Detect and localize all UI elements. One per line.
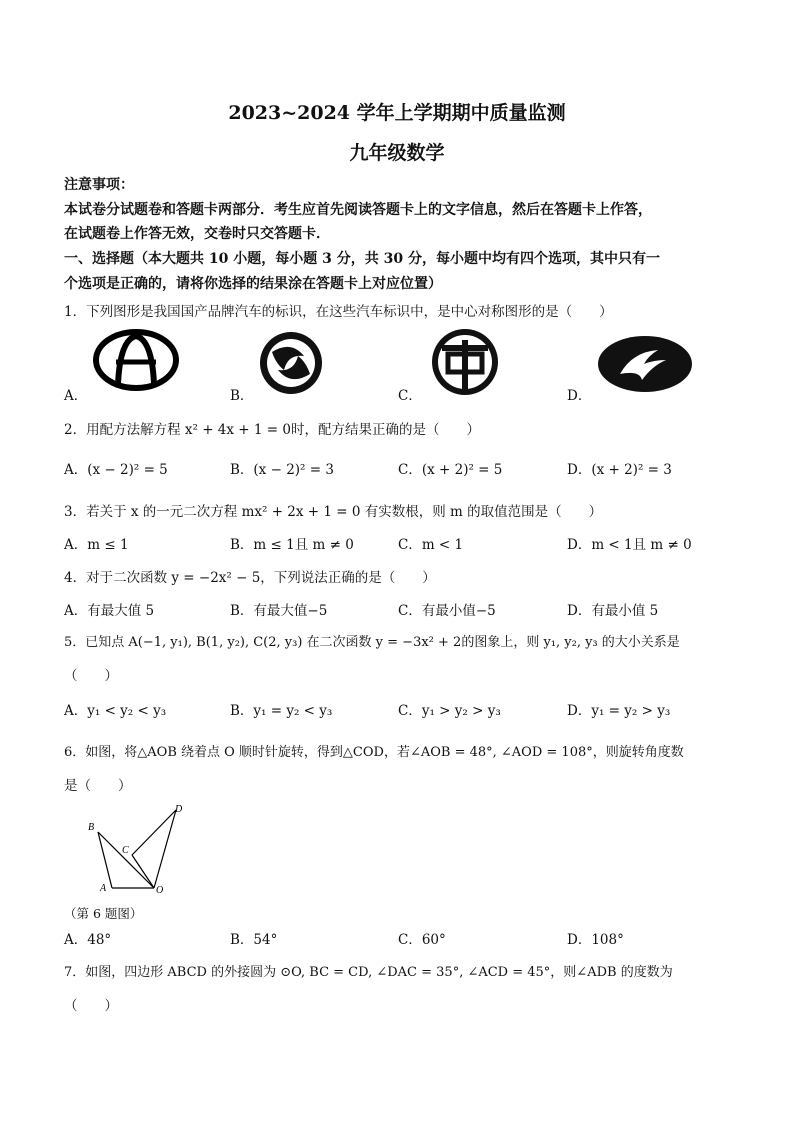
- question-1-stem: 1．下列图形是我国国产品牌汽车的标识，在这些汽车标识中，是中心对称图形的是（ ）: [64, 304, 613, 320]
- q1-option-d: D．: [567, 388, 592, 404]
- logo-b-icon: [258, 330, 324, 396]
- q3-option-b: B．m ≤ 1且 m ≠ 0: [230, 537, 354, 553]
- fig-label-b: B: [88, 822, 95, 833]
- page-subtitle: 九年级数学: [349, 142, 445, 164]
- logo-a-icon: [92, 326, 180, 392]
- q5-option-b: B．y₁ = y₂ < y₃: [230, 703, 333, 719]
- q2-option-c: C．(x + 2)² = 5: [398, 462, 503, 478]
- q2-option-d: D．(x + 2)² = 3: [567, 462, 672, 478]
- question-4-stem: 4．对于二次函数 y = −2x² − 5，下列说法正确的是（ ）: [64, 570, 436, 586]
- q6-figure: [80, 800, 192, 900]
- fig-label-o: O: [156, 885, 164, 896]
- question-6-stem-cont: 是（ ）: [64, 778, 132, 794]
- logo-d-icon: [596, 334, 694, 394]
- q3-option-a: A．m ≤ 1: [64, 537, 129, 553]
- q5-option-c: C．y₁ > y₂ > y₃: [398, 703, 501, 719]
- q1-option-a: A．: [64, 388, 88, 404]
- question-7-stem-cont: （ ）: [64, 998, 118, 1014]
- q4-option-b: B．有最大值−5: [230, 603, 328, 619]
- q3-option-c: C．m < 1: [398, 537, 464, 553]
- q1-option-b: B．: [230, 388, 254, 404]
- question-7-stem: 7．如图，四边形 ABCD 的外接圆为 ⊙O, BC = CD, ∠DAC = 35°, ∠ACD = 45°，则∠ADB 的度数为: [64, 965, 673, 980]
- question-3-stem: 3．若关于 x 的一元二次方程 mx² + 2x + 1 = 0 有实数根，则 m 的取值范围是（ ）: [64, 504, 603, 520]
- q2-option-b: B．(x − 2)² = 3: [230, 462, 334, 478]
- section1-line2: 个选项是正确的，请将你选择的结果涂在答题卡上对应位置）: [64, 276, 442, 292]
- q1-option-c: C．: [398, 388, 422, 404]
- question-5-stem: 5．已知点 A(−1, y₁), B(1, y₂), C(2, y₃) 在二次函数 y = −3x² + 2的图象上，则 y₁, y₂, y₃ 的大小关系是: [64, 635, 680, 650]
- q6-option-b: B．54°: [230, 932, 278, 948]
- q5-option-d: D．y₁ = y₂ > y₃: [567, 703, 671, 719]
- logo-c-icon: [428, 326, 502, 398]
- page-title: 2023~2024 学年上学期期中质量监测: [228, 102, 566, 124]
- fig-label-c: C: [122, 845, 129, 856]
- q6-option-c: C．60°: [398, 932, 446, 948]
- q4-option-d: D．有最小值 5: [567, 603, 659, 619]
- q3-option-d: D．m < 1且 m ≠ 0: [567, 537, 692, 553]
- fig-label-a: A: [100, 883, 107, 894]
- notes-line2: 在试题卷上作答无效，交卷时只交答题卡．: [64, 226, 330, 242]
- q6-figure-caption: （第 6 题图）: [64, 906, 143, 921]
- question-5-stem-cont: （ ）: [64, 668, 118, 684]
- question-2-stem: 2．用配方法解方程 x² + 4x + 1 = 0时，配方结果正确的是（ ）: [64, 422, 480, 438]
- notes-heading: 注意事项：: [64, 177, 134, 193]
- section1-line1: 一、选择题（本大题共 10 小题，每小题 3 分，共 30 分，每小题中均有四个选项，其中只有一: [64, 251, 660, 267]
- q6-option-d: D．108°: [567, 932, 624, 948]
- notes-line1: 本试卷分试题卷和答题卡两部分．考生应首先阅读答题卡上的文字信息，然后在答题卡上作答，: [64, 202, 652, 218]
- question-6-stem: 6．如图，将△AOB 绕着点 O 顺时针旋转，得到△COD，若∠AOB = 48°, ∠AOD = 108°，则旋转角度数: [64, 745, 684, 760]
- q2-option-a: A．(x − 2)² = 5: [64, 462, 168, 478]
- q6-option-a: A．48°: [64, 932, 112, 948]
- q4-option-c: C．有最小值−5: [398, 603, 496, 619]
- fig-label-d: D: [175, 804, 183, 815]
- q5-option-a: A．y₁ < y₂ < y₃: [64, 703, 167, 719]
- q4-option-a: A．有最大值 5: [64, 603, 155, 619]
